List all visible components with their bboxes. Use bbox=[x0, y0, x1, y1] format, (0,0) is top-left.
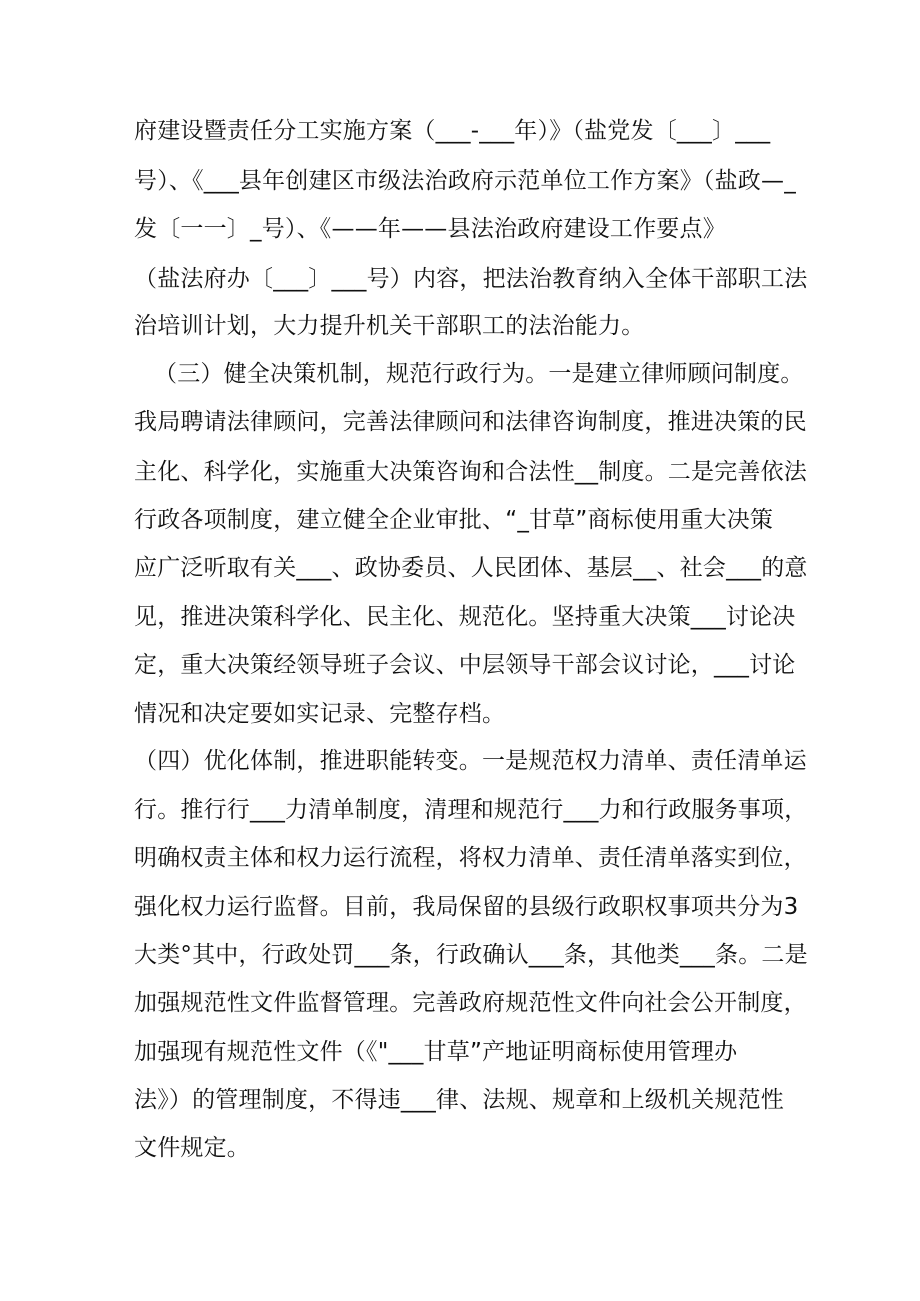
text-line: 情况和决定要如实记录、完整存档。 bbox=[134, 701, 506, 727]
text-line: 治培训计划，大力提升机关干部职工的法治能力。 bbox=[134, 313, 645, 339]
text-line: 发〔一一〕_号）、《——年——县法治政府建设工作要点》 bbox=[134, 216, 726, 242]
text-line: 加强规范性文件监督管理。完善政府规范性文件向社会公开制度， bbox=[134, 990, 807, 1016]
text-line: 号）、《___县年创建区市级法治政府示范单位工作方案》（盐政—_ bbox=[134, 168, 796, 194]
text-line: 法》）的管理制度，不得违___律、法规、规章和上级机关规范性 bbox=[134, 1087, 784, 1113]
text-line: 我局聘请法律顾问，完善法律顾问和法律咨询制度，推进决策的民 bbox=[134, 409, 807, 435]
text-line: 行政各项制度，建立健全企业审批、“_甘草”商标使用重大决策 bbox=[134, 507, 774, 533]
text-line: （盐法府办〔___〕___号）内容，把法治教育纳入全体干部职工法 bbox=[134, 266, 808, 292]
text-line: 明确权责主体和权力运行流程，将权力清单、责任清单落实到位， bbox=[134, 845, 807, 871]
text-line: 文件规定。 bbox=[134, 1135, 250, 1161]
text-line: 加强现有规范性文件（《"___甘草”产地证明商标使用管理办 bbox=[134, 1039, 738, 1065]
text-line: 主化、科学化，实施重大决策咨询和合法性__制度。二是完善依法 bbox=[134, 459, 807, 485]
text-line: （四）优化体制，推进职能转变。一是规范权力清单、责任清单运 bbox=[134, 748, 807, 774]
text-line: （三）健全决策机制，规范行政行为。一是建立律师顾问制度。 bbox=[154, 361, 804, 387]
text-line: 府建设暨责任分工实施方案（___-___年）》（盐党发〔___〕___ bbox=[134, 118, 771, 144]
text-line: 大类°其中，行政处罚___条，行政确认___条，其他类___条。二是 bbox=[134, 942, 808, 968]
text-line: 见，推进决策科学化、民主化、规范化。坚持重大决策___讨论决 bbox=[134, 604, 796, 630]
text-line: 强化权力运行监督。目前，我局保留的县级行政职权事项共分为3 bbox=[134, 894, 799, 920]
text-line: 行。推行行___力清单制度，清理和规范行___力和行政服务事项， bbox=[134, 797, 808, 823]
text-line: 定，重大决策经领导班子会议、中层领导干部会议讨论，___讨论 bbox=[134, 652, 796, 678]
text-line: 应广泛听取有关___、政协委员、人民团体、基层__、社会___的意 bbox=[134, 555, 808, 581]
